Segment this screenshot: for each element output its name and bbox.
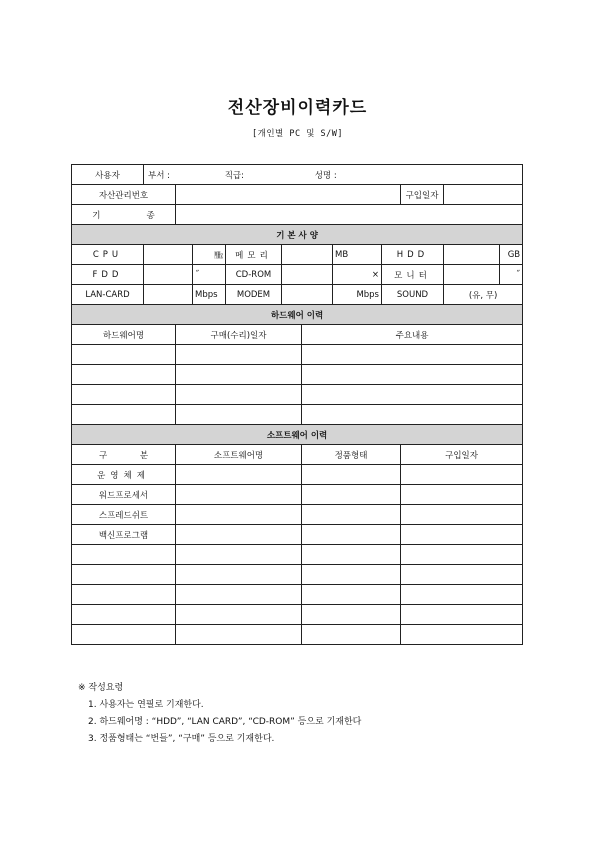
hdd-field[interactable] (444, 245, 500, 265)
sw-col-category: 구 분 (72, 445, 176, 465)
dept-label: 부서 : (148, 170, 170, 181)
equipment-history-form (71, 164, 523, 645)
sw-cell[interactable] (401, 565, 523, 585)
sw-category-os: 운영체제 (72, 465, 176, 485)
asset-no-field[interactable] (176, 185, 401, 205)
sw-col-name: 소프트웨어명 (176, 445, 302, 465)
purchase-date-field[interactable] (444, 185, 523, 205)
hw-cell[interactable] (176, 385, 302, 405)
modem-label: MODEM (226, 285, 282, 305)
hw-cell[interactable] (302, 405, 523, 425)
lan-card-label: LAN-CARD (72, 285, 144, 305)
hw-cell[interactable] (72, 385, 176, 405)
hw-cell[interactable] (302, 385, 523, 405)
monitor-unit: ˝ (500, 265, 523, 285)
hw-row (72, 365, 523, 385)
fdd-unit: ˝ (193, 265, 226, 285)
sw-cell[interactable] (176, 625, 302, 645)
lan-card-unit: Mbps (193, 285, 226, 305)
model-field[interactable] (176, 205, 523, 225)
asset-no-label: 자산관리번호 (72, 185, 176, 205)
sw-cell[interactable] (401, 585, 523, 605)
page-title: 전산장비이력카드 (227, 98, 368, 118)
sw-cell[interactable] (401, 605, 523, 625)
hw-row (72, 405, 523, 425)
guidelines-heading: ※ 작성요령 (78, 683, 124, 693)
sound-label: SOUND (382, 285, 444, 305)
sw-cell[interactable] (176, 465, 302, 485)
lan-card-field[interactable] (144, 285, 193, 305)
sw-cell[interactable] (302, 565, 401, 585)
sw-cell[interactable] (302, 545, 401, 565)
sw-category-spreadsheet: 스프레드쉬트 (72, 505, 176, 525)
monitor-label: 모니터 (382, 265, 444, 285)
sw-row (72, 505, 523, 525)
sw-cell[interactable] (302, 485, 401, 505)
rank-label: 직급: (224, 170, 244, 181)
sw-cell[interactable] (401, 545, 523, 565)
sw-cell[interactable] (302, 605, 401, 625)
sw-cell[interactable] (176, 525, 302, 545)
sw-cell[interactable] (176, 505, 302, 525)
writing-guidelines (78, 680, 361, 748)
sw-cell[interactable] (72, 625, 176, 645)
sw-cell[interactable] (401, 505, 523, 525)
sw-row (72, 485, 523, 505)
sw-cell[interactable] (176, 565, 302, 585)
hw-row (72, 385, 523, 405)
hw-cell[interactable] (302, 365, 523, 385)
sw-row (72, 585, 523, 605)
sw-cell[interactable] (401, 625, 523, 645)
model-label-part: 기 (92, 210, 101, 221)
fdd-field[interactable] (144, 265, 193, 285)
sw-cell[interactable] (302, 505, 401, 525)
cpu-field[interactable] (144, 245, 193, 265)
cpu-label: CPU (72, 245, 144, 265)
hw-cell[interactable] (176, 345, 302, 365)
sw-cell[interactable] (401, 465, 523, 485)
modem-unit: Mbps (333, 285, 382, 305)
basic-spec-section-title: 기 본 사 양 (72, 225, 523, 245)
cdrom-unit: × (333, 265, 382, 285)
sw-row (72, 525, 523, 545)
guideline-item: 1. 사용자는 연필로 기재한다. (88, 700, 204, 710)
sw-cell[interactable] (72, 545, 176, 565)
hw-cell[interactable] (72, 345, 176, 365)
cpu-unit: ㎒ (193, 245, 226, 265)
cdrom-label: CD-ROM (226, 265, 282, 285)
model-label-part: 종 (146, 210, 155, 221)
sw-cell[interactable] (302, 465, 401, 485)
hw-col-name: 하드웨어명 (72, 325, 176, 345)
sw-cell[interactable] (302, 625, 401, 645)
sw-cell[interactable] (302, 525, 401, 545)
monitor-field[interactable] (444, 265, 500, 285)
hw-cell[interactable] (176, 365, 302, 385)
memory-label: 메모리 (226, 245, 282, 265)
user-label: 사용자 (72, 165, 144, 185)
sw-row (72, 565, 523, 585)
sw-row (72, 625, 523, 645)
sw-row (72, 605, 523, 625)
memory-unit: MB (333, 245, 382, 265)
guideline-item: 3. 정품형태는 “번들”, “구매” 등으로 기재한다. (88, 734, 275, 744)
hardware-section-title: 하드웨어 이력 (72, 305, 523, 325)
hdd-unit: GB (500, 245, 523, 265)
sw-category-antivirus: 백신프로그램 (72, 525, 176, 545)
hw-cell[interactable] (72, 405, 176, 425)
hw-cell[interactable] (72, 365, 176, 385)
sw-cell[interactable] (176, 585, 302, 605)
sw-cell[interactable] (72, 605, 176, 625)
sw-row (72, 545, 523, 565)
hw-row (72, 345, 523, 365)
sw-cell[interactable] (176, 545, 302, 565)
sw-cell[interactable] (72, 585, 176, 605)
purchase-date-label: 구입일자 (401, 185, 444, 205)
name-label: 성명 : (314, 170, 337, 181)
hdd-label: HDD (382, 245, 444, 265)
sw-cell[interactable] (401, 485, 523, 505)
sw-cell[interactable] (302, 585, 401, 605)
user-info-row[interactable] (144, 165, 523, 185)
sw-cell[interactable] (72, 565, 176, 585)
hw-cell[interactable] (302, 345, 523, 365)
page-subtitle: [개인별 PC 및 S/W] (251, 129, 344, 139)
hw-col-date: 구매(수리)일자 (176, 325, 302, 345)
sound-value[interactable]: (유, 무) (444, 285, 523, 305)
sw-row (72, 465, 523, 485)
modem-field[interactable] (282, 285, 333, 305)
hw-col-content: 주요내용 (302, 325, 523, 345)
cdrom-field[interactable] (282, 265, 333, 285)
guideline-item: 2. 하드웨어명 : “HDD”, “LAN CARD”, “CD-ROM” 등으로 기재한다 (88, 717, 362, 727)
sw-col-date: 구입일자 (401, 445, 523, 465)
sw-cell[interactable] (176, 485, 302, 505)
hw-cell[interactable] (176, 405, 302, 425)
sw-category-word: 워드프로세서 (72, 485, 176, 505)
fdd-label: FDD (72, 265, 144, 285)
sw-cell[interactable] (176, 605, 302, 625)
sw-col-type: 정품형태 (302, 445, 401, 465)
memory-field[interactable] (282, 245, 333, 265)
sw-cell[interactable] (401, 525, 523, 545)
software-section-title: 소프트웨어 이력 (72, 425, 523, 445)
model-label (72, 205, 176, 225)
